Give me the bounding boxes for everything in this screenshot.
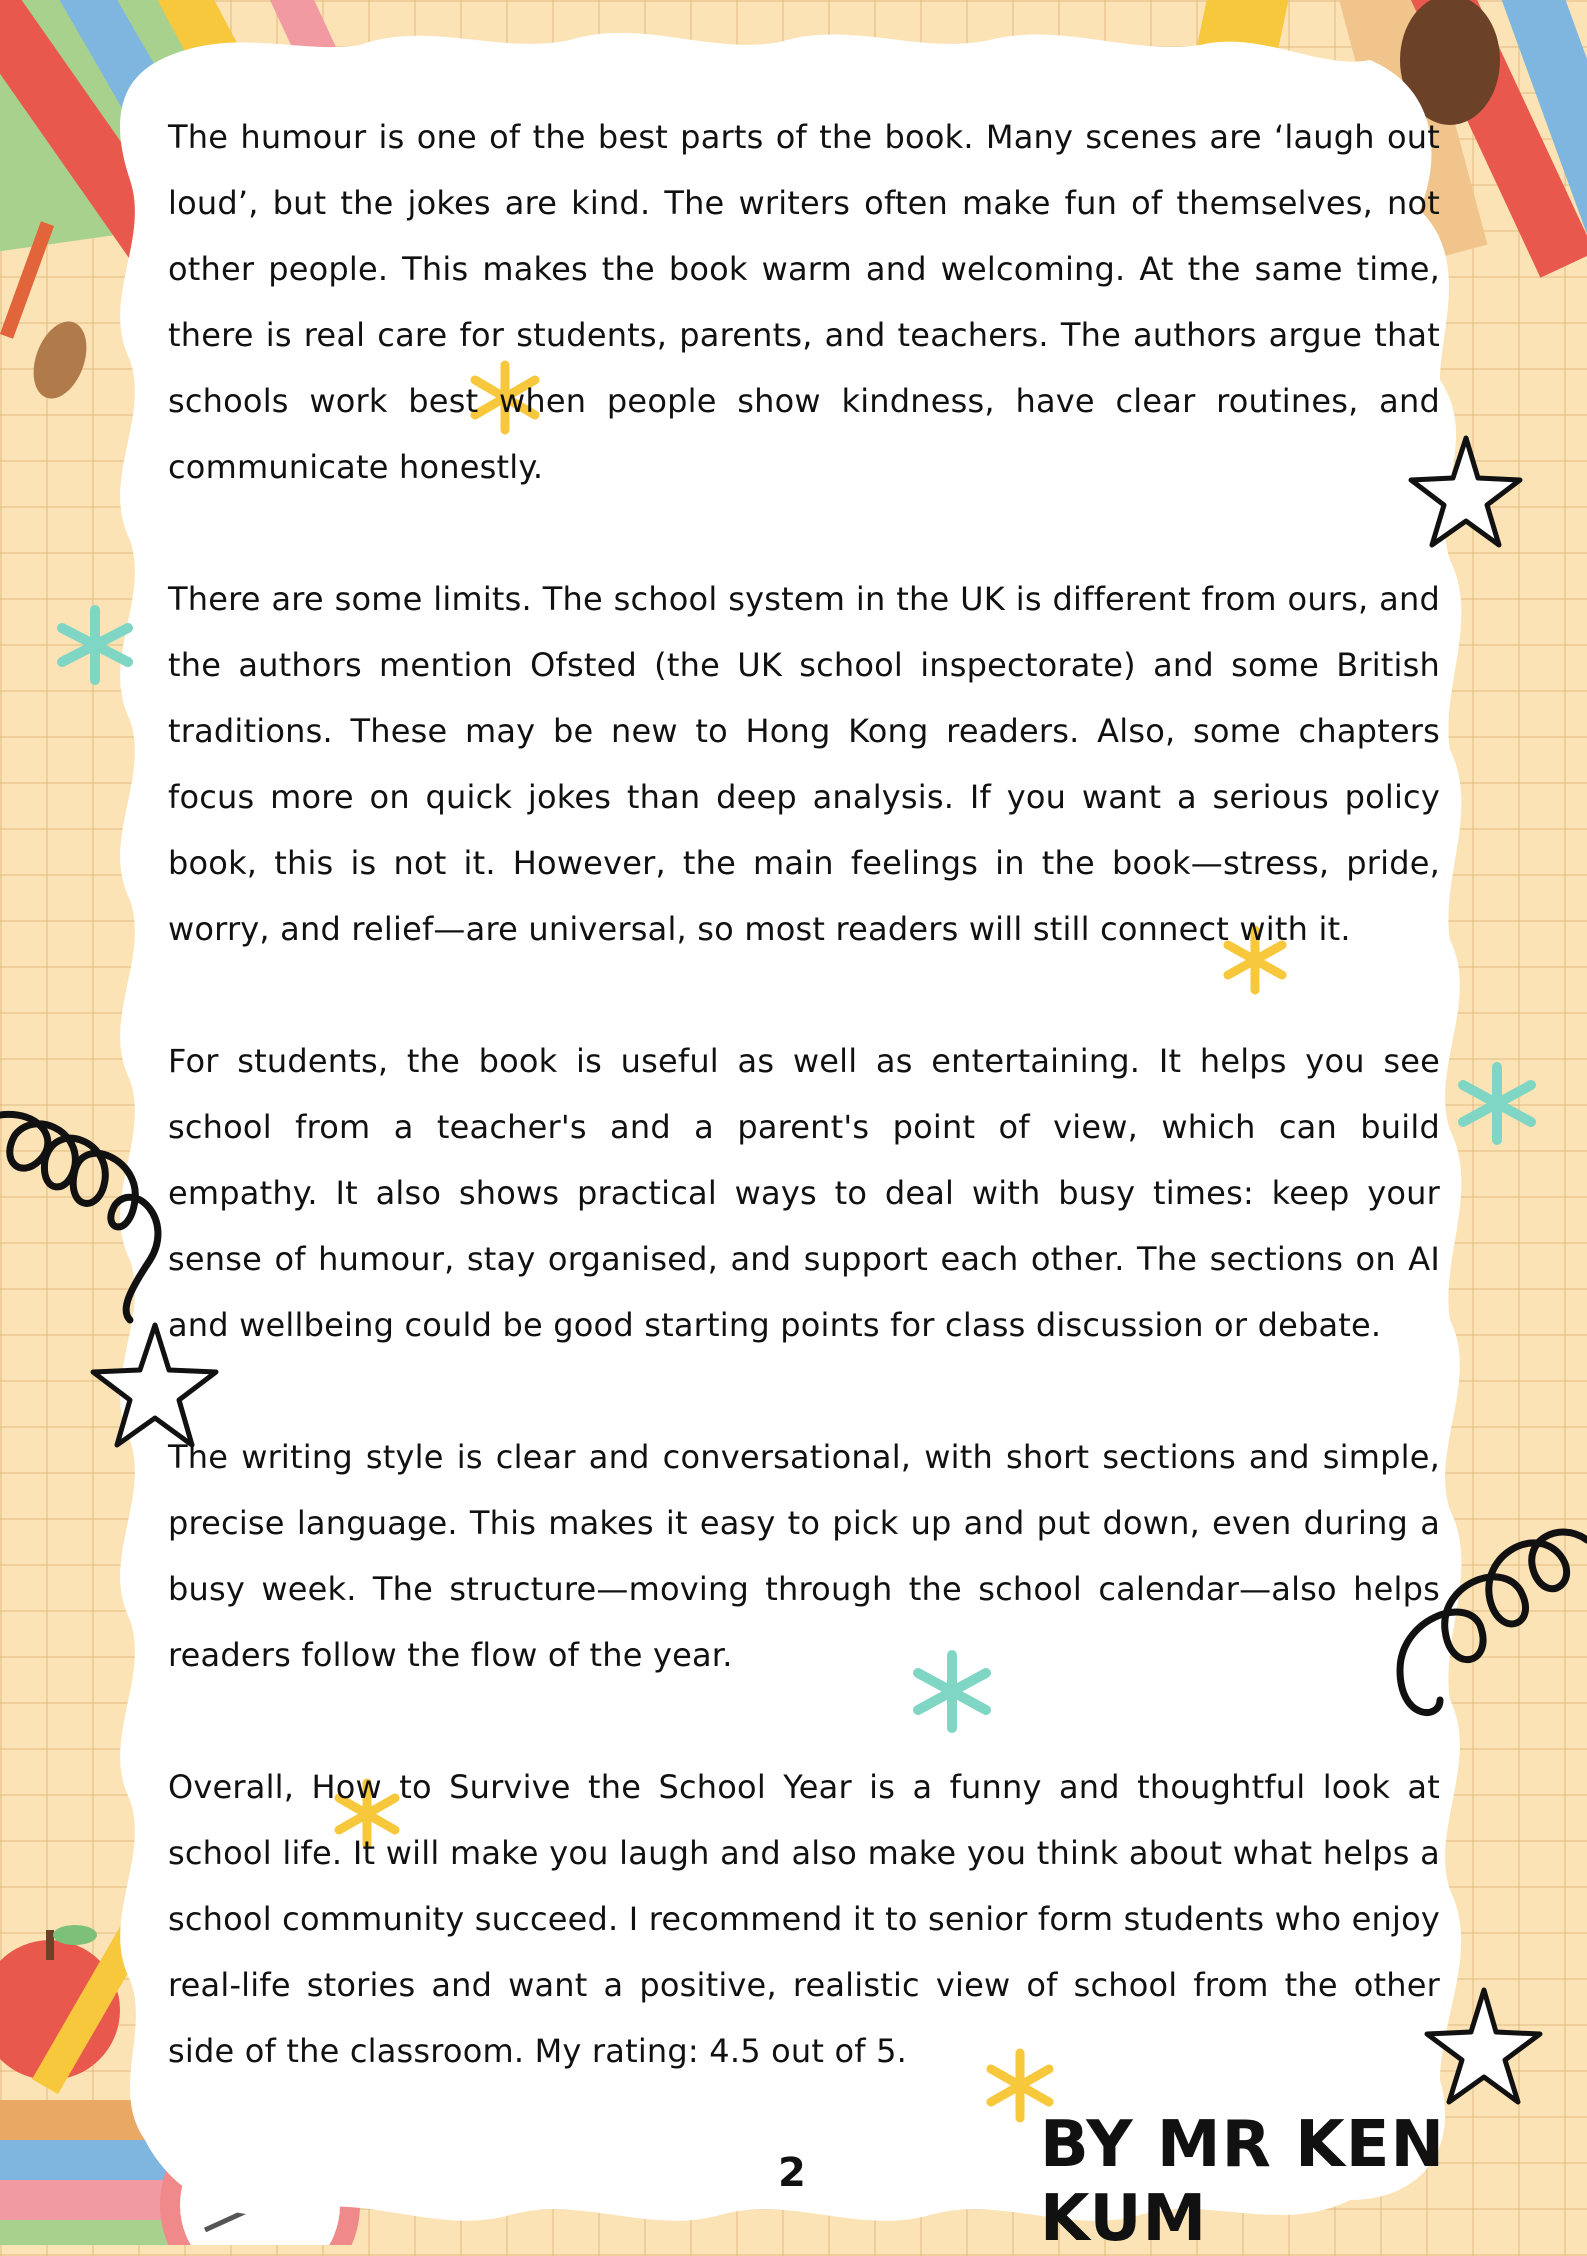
paragraph-overall: Overall, How to Survive the School Year is a funny and thoughtful look at school life. It will make you laugh and also make you think about what helps a school community succeed. I recommend it to senior form students who enjoy real-life stories and want a positive, realistic view of school from the other side of the classroom. My rating: 4.5 out of 5. <box>168 1768 1440 2070</box>
sparkle-icon <box>1463 1067 1531 1140</box>
article-body <box>168 104 1440 2150</box>
author-byline: BY MR KEN KUM <box>1040 2108 1446 2256</box>
page-number: 2 <box>778 2150 806 2196</box>
paragraph-limits: There are some limits. The school system in the UK is different from ours, and the authors mention Ofsted (the UK school inspectorate) and some British traditions. These may be new to Hong Kong readers. Also, some chapters focus more on quick jokes than deep analysis. If you want a serious policy book, this is not it. However, the main feelings in the book—stress, pride, worry, and relief—are universal, so most readers will still connect with it. <box>168 580 1440 948</box>
paragraph-humour: The humour is one of the best parts of the book. Many scenes are ‘laugh out loud’, but the jokes are kind. The writers often make fun of themselves, not other people. This makes the book warm and welcoming. At the same time, there is real care for students, parents, and teachers. The authors argue that schools work best when people show kindness, have clear routines, and communicate honestly. <box>168 118 1440 486</box>
paragraph-writing-style: The writing style is clear and conversational, with short sections and simple, precise language. This makes it easy to pick up and put down, even during a busy week. The structure—moving through the school calendar—also helps readers follow the flow of the year. <box>168 1438 1440 1674</box>
sparkle-icon <box>62 610 128 680</box>
paragraph-students: For students, the book is useful as well as entertaining. It helps you see school from a teacher's and a parent's point of view, which can build empathy. It also shows practical ways to deal with busy times: keep your sense of humour, stay organised, and support each other. The sections on AI and wellbeing could be good starting points for class discussion or debate. <box>168 1042 1440 1344</box>
